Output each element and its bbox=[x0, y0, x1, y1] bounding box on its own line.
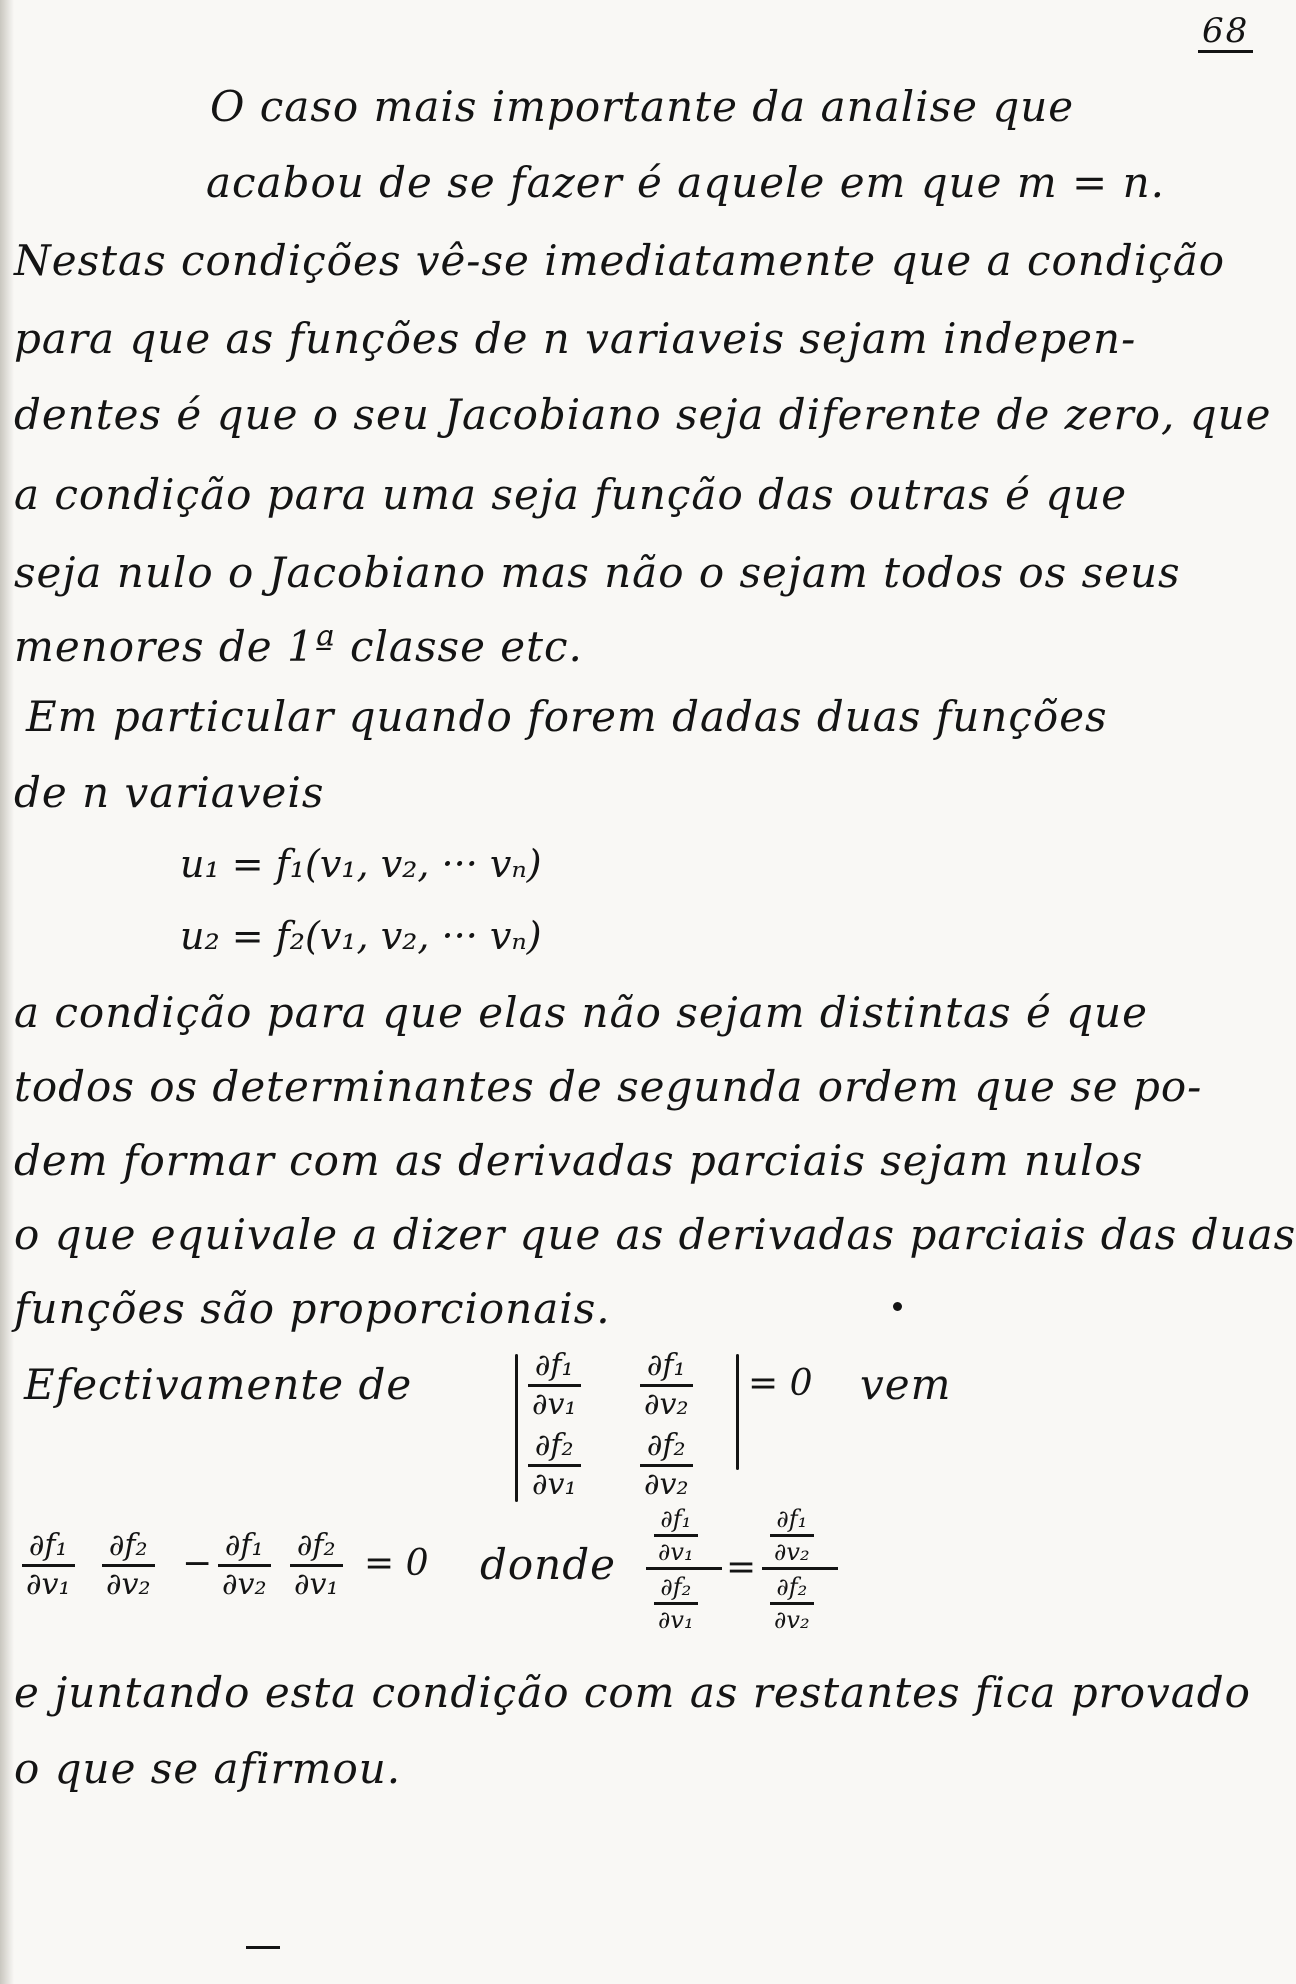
text-line: donde bbox=[480, 1540, 616, 1589]
text-line: Efectivamente de bbox=[24, 1360, 413, 1409]
fraction-bar bbox=[646, 1567, 722, 1570]
text-line: acabou de se fazer é aquele em que m = n. bbox=[206, 158, 1165, 207]
partial-derivative-fraction: $\frac{\text{∂f₁}}{\text{∂v₁}}$ bbox=[654, 1506, 698, 1565]
partial-derivative-fraction: $\frac{\text{∂f₂}}{\text{∂v₂}}$ bbox=[640, 1430, 693, 1501]
ink-dot bbox=[893, 1302, 902, 1311]
page-edge-shadow bbox=[0, 0, 14, 1984]
partial-derivative-fraction: $\frac{\text{∂f₂}}{\text{∂v₁}}$ bbox=[528, 1430, 581, 1501]
fraction-bar bbox=[762, 1567, 838, 1570]
text-line: dem formar com as derivadas parciais sejam nulos bbox=[14, 1136, 1144, 1185]
stray-ink-mark bbox=[246, 1946, 280, 1949]
equation-u2: u₂ = f₂(v₁, v₂, ··· vₙ) bbox=[180, 914, 542, 958]
equals-zero: = 0 bbox=[748, 1363, 813, 1404]
equals-zero: = 0 bbox=[364, 1543, 429, 1584]
partial-derivative-fraction: $\frac{\text{∂f₂}}{\text{∂v₂}}$ bbox=[770, 1574, 814, 1633]
text-line: a condição para uma seja função das outras é que bbox=[14, 470, 1128, 519]
minus-sign: − bbox=[182, 1543, 213, 1584]
partial-derivative-fraction: $\frac{\text{∂f₁}}{\text{∂v₂}}$ bbox=[770, 1506, 814, 1565]
text-line: vem bbox=[860, 1360, 952, 1409]
partial-derivative-fraction: $\frac{\text{∂f₁}}{\text{∂v₁}}$ bbox=[22, 1530, 75, 1601]
partial-derivative-fraction: $\frac{\text{∂f₂}}{\text{∂v₁}}$ bbox=[654, 1574, 698, 1633]
text-line: o que equivale a dizer que as derivadas parciais das duas bbox=[14, 1210, 1296, 1259]
partial-derivative-fraction: $\frac{\text{∂f₁}}{\text{∂v₂}}$ bbox=[218, 1530, 271, 1601]
partial-derivative-fraction: $\frac{\text{∂f₂}}{\text{∂v₂}}$ bbox=[102, 1530, 155, 1601]
partial-derivative-fraction: $\frac{\text{∂f₂}}{\text{∂v₁}}$ bbox=[290, 1530, 343, 1601]
text-line: Nestas condições vê-se imediatamente que a condição bbox=[14, 236, 1226, 285]
determinant-left-bar bbox=[515, 1354, 518, 1502]
equation-u1: u₁ = f₁(v₁, v₂, ··· vₙ) bbox=[180, 842, 542, 886]
text-line: O caso mais importante da analise que bbox=[210, 82, 1075, 131]
partial-derivative-fraction: $\frac{\text{∂f₁}}{\text{∂v₁}}$ bbox=[528, 1350, 581, 1421]
text-line: de n variaveis bbox=[14, 768, 325, 817]
text-line: dentes é que o seu Jacobiano seja diferente de zero, que bbox=[14, 390, 1272, 439]
determinant-right-bar bbox=[736, 1354, 739, 1470]
page-number: 68 bbox=[1198, 12, 1253, 53]
text-line: o que se afirmou. bbox=[14, 1744, 402, 1793]
text-line: funções são proporcionais. bbox=[14, 1284, 611, 1333]
partial-derivative-fraction: $\frac{\text{∂f₁}}{\text{∂v₂}}$ bbox=[640, 1350, 693, 1421]
text-line: seja nulo o Jacobiano mas não o sejam todos os seus bbox=[14, 548, 1181, 597]
text-line: todos os determinantes de segunda ordem que se po- bbox=[14, 1062, 1203, 1111]
equals-sign: = bbox=[726, 1547, 757, 1588]
text-line: menores de 1ª classe etc. bbox=[14, 622, 583, 671]
text-line: para que as funções de n variaveis sejam indepen- bbox=[14, 314, 1137, 363]
text-line: Em particular quando forem dadas duas funções bbox=[26, 692, 1108, 741]
text-line: a condição para que elas não sejam distintas é que bbox=[14, 988, 1148, 1037]
text-line: e juntando esta condição com as restantes fica provado bbox=[14, 1668, 1251, 1717]
